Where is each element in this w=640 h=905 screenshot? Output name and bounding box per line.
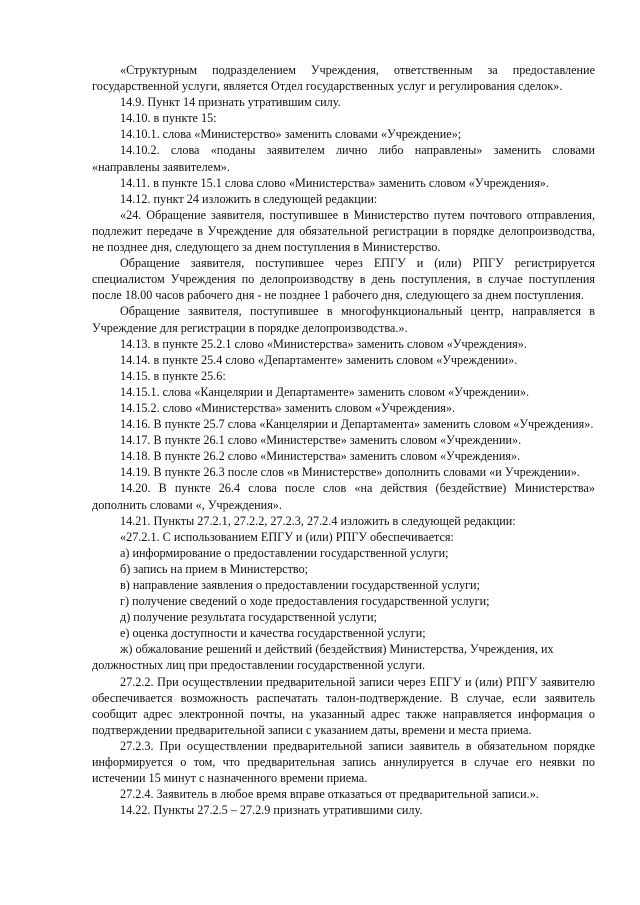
document-paragraph: «Структурным подразделением Учреждения, ответственным за предоставление государственной услуги, является Отдел государственных услуг и регулирования сделок». — [92, 63, 595, 94]
document-page — [92, 62, 595, 818]
document-paragraph: е) оценка доступности и качества государственной услуги; — [120, 626, 426, 641]
document-paragraph: 27.2.4. Заявитель в любое время вправе отказаться от предварительной записи.». — [120, 787, 539, 802]
document-paragraph: 14.14. в пункте 25.4 слово «Департаменте» заменить словом «Учреждении». — [120, 352, 518, 367]
document-paragraph: 14.15.2. слово «Министерства» заменить словом «Учреждения». — [120, 400, 456, 415]
document-paragraph: б) запись на прием в Министерство; — [120, 561, 309, 576]
document-paragraph: 14.22. Пункты 27.2.5 – 27.2.9 признать утратившими силу. — [120, 803, 423, 818]
document-paragraph: 14.10. в пункте 15: — [120, 111, 217, 126]
document-paragraph: 14.19. В пункте 26.3 после слов «в Министерстве» дополнить словами «и Учреждении». — [120, 465, 580, 480]
document-paragraph: а) информирование о предоставлении государственной услуги; — [120, 545, 449, 560]
document-paragraph: 14.11. в пункте 15.1 слова слово «Министерства» заменить словом «Учреждения». — [120, 175, 549, 190]
document-paragraph: ж) обжалование решений и действий (бездействия) Министерства, Учреждения, их должностных лиц при предоставлении государственной услуги. — [92, 642, 554, 673]
document-paragraph: 14.18. В пункте 26.2 слово «Министерства» заменить словом «Учреждения». — [120, 449, 521, 464]
document-paragraph: 14.20. В пункте 26.4 слова после слов «на действия (бездействие) Министерства» дополнить словами «, Учреждения». — [92, 481, 595, 512]
document-paragraph: 14.13. в пункте 25.2.1 слово «Министерства» заменить словом «Учреждения». — [120, 336, 527, 351]
document-paragraph: 14.9. Пункт 14 признать утратившим силу. — [120, 95, 341, 110]
document-paragraph: 27.2.3. При осуществлении предварительной записи заявитель в обязательном порядке информируется о том, что предварительная запись аннулируется в случае его неявки по истечении 15 минут с назначенного времени приема. — [92, 738, 595, 786]
document-paragraph: 14.10.1. слова «Министерство» заменить словами «Учреждение»; — [120, 127, 462, 142]
document-paragraph: 14.21. Пункты 27.2.1, 27.2.2, 27.2.3, 27.2.4 изложить в следующей редакции: — [120, 513, 516, 528]
document-paragraph: 14.16. В пункте 25.7 слова «Канцелярии и Департамента» заменить словом «Учреждения». — [120, 417, 594, 432]
document-paragraph: 14.15.1. слова «Канцелярии и Департаменте» заменить словом «Учреждении». — [120, 384, 530, 399]
document-paragraph: в) направление заявления о предоставлении государственной услуги; — [120, 578, 480, 592]
document-paragraph: 14.12. пункт 24 изложить в следующей редакции: — [120, 191, 378, 206]
document-paragraph: г) получение сведений о ходе предоставления государственной услуги; — [120, 594, 490, 609]
document-paragraph: 27.2.2. При осуществлении предварительной записи через ЕПГУ и (или) РПГУ заявителю обеспечивается возможность распечатать талон-подтверждение. В случае, если заявитель сообщит адрес электронной почты, на указанный адрес также направляется информация о подтверждении предварительной записи с указанием даты, времени и места приема. — [92, 674, 595, 737]
document-paragraph: Обращение заявителя, поступившее в многофункциональный центр, направляется в Учреждение для регистрации в порядке делопроизводства.». — [92, 304, 595, 335]
document-paragraph: 14.10.2. слова «поданы заявителем лично либо направлены» заменить словами «направлены заявителем». — [92, 143, 595, 174]
document-paragraph: 14.15. в пункте 25.6: — [120, 368, 226, 383]
document-paragraph: «27.2.1. С использованием ЕПГУ и (или) РПГУ обеспечивается: — [120, 529, 454, 544]
document-paragraph: 14.17. В пункте 26.1 слово «Министерстве» заменить словом «Учреждении». — [120, 433, 522, 448]
document-paragraph: Обращение заявителя, поступившее через ЕПГУ и (или) РПГУ регистрируется специалистом Учреждения по делопроизводству в день поступления, в случае поступления после 18.00 часов рабочего дня - не позднее 1 рабочего дня, следующего за днем поступления. — [92, 256, 595, 303]
document-paragraph: д) получение результата государственной услуги; — [120, 610, 377, 625]
document-paragraph: «24. Обращение заявителя, поступившее в Министерство путем почтового отправления, подлежит передаче в Учреждение для обязательной регистрации в порядке делопроизводства, не позднее дня, следующего за днем поступления в Министерство. — [92, 207, 595, 255]
